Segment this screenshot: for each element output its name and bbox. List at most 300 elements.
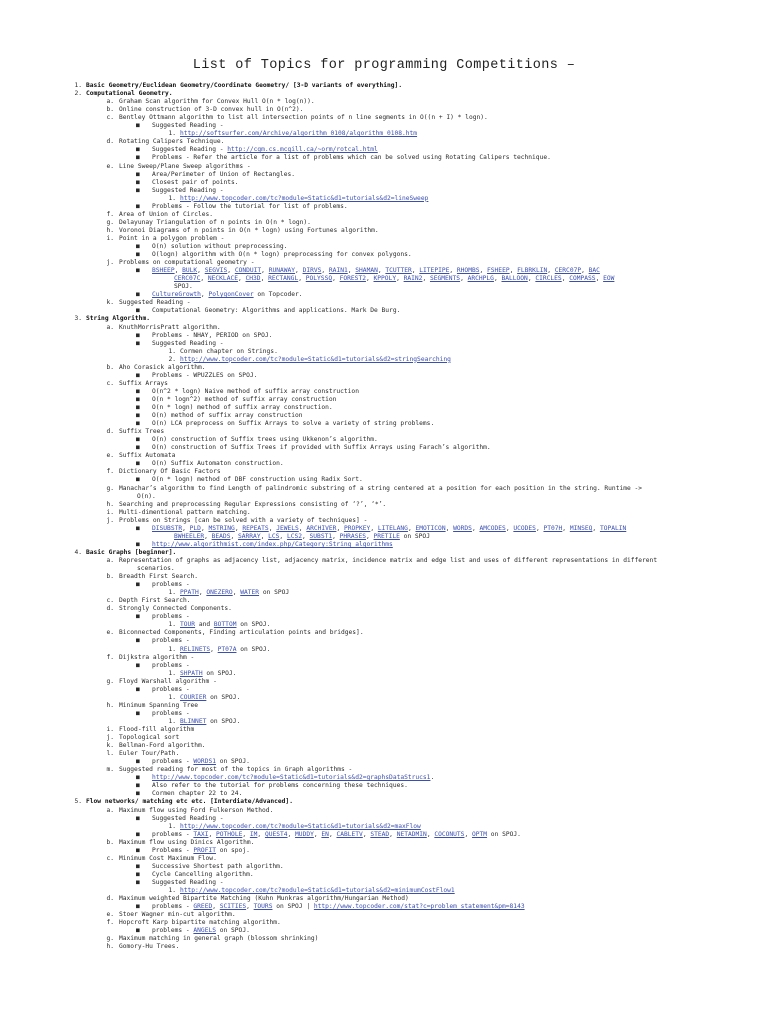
line-text: ,	[332, 275, 340, 283]
line-text: Strongly Connected Components.	[119, 605, 232, 613]
line-text: KnuthMorrisPratt algorithm.	[119, 323, 221, 331]
outline-line	[136, 525, 626, 533]
line-text: Also refer to the tutorial for problems concerning these techniques.	[152, 782, 408, 790]
line-text: Closest pair of points.	[152, 178, 239, 186]
list-marker: m.	[106, 766, 114, 774]
problem-link[interactable]: CERC07C	[174, 275, 201, 283]
problem-link[interactable]: PHRASES	[339, 532, 366, 540]
line-text: on Topcoder.	[253, 291, 303, 299]
line-text: Voronoi Diagrams of n points in O(n * logn) using Fortunes algorithm.	[119, 226, 379, 234]
line-text: Point in a polygon problem -	[119, 234, 225, 242]
outline-line	[100, 935, 318, 943]
problem-link[interactable]: WORDS	[453, 524, 472, 532]
outline-line	[136, 541, 393, 549]
outline-line	[100, 163, 251, 171]
problem-link[interactable]: CERC07P	[554, 267, 582, 275]
line-text: Online construction of 3-D convex hull in O(n^2).	[119, 106, 304, 114]
line-text: ,	[505, 524, 514, 532]
problem-link[interactable]: RUNAWAY	[268, 267, 296, 275]
list-marker: a.	[106, 323, 114, 331]
problem-link[interactable]: CABLETV	[336, 830, 363, 838]
list-marker: 2.	[168, 355, 176, 363]
line-text: Maximum weighted Bipartite Matching (Kuhn Munkras algorithm/Hungarian Method)	[119, 895, 409, 903]
line-text: ,	[298, 275, 306, 283]
line-text: ,	[246, 903, 254, 911]
line-text: Problems on Strings [can be solved with a variety of techniques] -	[119, 516, 368, 524]
outline-line	[136, 179, 239, 187]
outline-line	[100, 855, 217, 863]
problem-link[interactable]: SHAMAN	[355, 267, 378, 275]
problem-link[interactable]: http://www.topcoder.com/tc?module=Static&d1=tutorials&d2=maxFlow	[180, 822, 421, 830]
line-text: ,	[535, 524, 544, 532]
line-text: ,	[581, 267, 589, 275]
bullet-icon: ■	[136, 122, 140, 130]
line-text: ,	[260, 275, 269, 283]
outline-line	[136, 146, 378, 154]
problem-link[interactable]: FLBRKLIN	[517, 267, 548, 275]
line-text: Suffix Automata	[119, 452, 176, 460]
outline-line	[174, 533, 430, 541]
list-marker: f.	[106, 919, 114, 927]
line-text: ,	[493, 275, 502, 283]
problem-link[interactable]: BALLOON	[501, 275, 528, 283]
problem-link[interactable]: TOURS	[253, 903, 273, 911]
problem-link[interactable]: http://softsurfer.com/Archive/algorithm_0108/algorithm_0108.htm	[180, 130, 418, 138]
line-text: Area of Union of Circles.	[119, 210, 214, 218]
line-text: SPOJ.	[174, 283, 193, 291]
bullet-icon: ■	[136, 404, 140, 411]
line-text: on SPOJ |	[272, 903, 314, 911]
outline-line	[100, 654, 194, 662]
line-text: ,	[426, 830, 435, 838]
problem-link[interactable]: POTHOLE	[216, 830, 243, 838]
list-marker: h.	[106, 500, 114, 508]
line-text: O(n * logn) method of suffix array construction.	[152, 404, 333, 411]
line-text: Suggested Reading -	[119, 299, 191, 307]
bullet-icon: ■	[136, 790, 140, 798]
line-text: ,	[562, 524, 570, 532]
line-text: ,	[332, 532, 340, 540]
line-text: O(n^2 * logn) Naive method of suffix array construction	[152, 387, 359, 395]
line-text: Computational Geometry: Algorithms and applications. Mark De Burg.	[152, 307, 401, 315]
problem-link[interactable]: BSHEEP	[152, 267, 175, 275]
problem-link[interactable]: http://www.topcoder.com/tc?module=Static&d1=tutorials&d2=minimumCostFlow1	[180, 887, 455, 894]
line-text: O(n) LCA preprocess on Suffix Arrays to solve a variety of string problems.	[152, 420, 435, 428]
bullet-icon: ■	[136, 878, 140, 886]
outline-line	[100, 299, 191, 307]
bullet-icon: ■	[136, 774, 140, 782]
problem-link[interactable]: AMCODES	[479, 524, 506, 532]
line-text: Depth First Search.	[119, 597, 191, 605]
line-text: ,	[200, 524, 209, 532]
outline-line	[100, 259, 254, 267]
list-marker: c.	[106, 379, 114, 387]
outline-line	[100, 428, 164, 436]
line-text: .	[430, 774, 435, 782]
outline-line	[136, 782, 408, 790]
outline-line	[136, 758, 250, 766]
bullet-icon: ■	[136, 371, 140, 379]
outline-line	[100, 678, 217, 686]
list-marker: 1.	[168, 645, 176, 653]
outline-line	[174, 275, 614, 283]
list-marker: i.	[106, 234, 114, 242]
line-text: O(logn) algorithm with O(n * logn) preprocessing for convex polygons.	[152, 251, 412, 259]
problem-link[interactable]: http://cgm.cs.mcgill.ca/~orm/rotcal.html	[227, 146, 378, 154]
list-marker: j.	[106, 516, 114, 524]
outline-line	[68, 798, 293, 806]
list-marker: 5.	[74, 798, 82, 806]
problem-link[interactable]: DISUBSTR	[152, 524, 183, 532]
outline-line	[100, 380, 168, 388]
outline-line	[136, 291, 303, 299]
line-text: O(n) Suffix Automaton construction.	[152, 460, 284, 468]
list-marker: c.	[106, 854, 114, 862]
outline-line	[136, 903, 525, 911]
problem-link[interactable]: LCS2	[286, 532, 302, 540]
outline-line	[100, 211, 213, 219]
line-text: O(n) method of suffix array construction	[152, 412, 303, 420]
problem-link[interactable]: ARCHPLG	[467, 275, 494, 283]
problem-link[interactable]: COMPASS	[569, 275, 596, 283]
line-text: ,	[479, 267, 488, 275]
line-text: Stoer Wagner min-cut algorithm.	[119, 911, 236, 919]
problem-link[interactable]: SUBST1	[309, 532, 333, 540]
line-text: on SPOJ	[259, 589, 290, 597]
outline-line	[136, 879, 224, 887]
line-text: problems -	[152, 637, 190, 645]
outline-line	[100, 573, 198, 581]
section-heading: Flow networks/ matching etc etc. [Interdiate/Advanced].	[86, 798, 293, 806]
line-text: ,	[200, 291, 209, 299]
line-text: on SPOJ	[399, 532, 430, 540]
line-text: Successive Shortest path algorithm.	[152, 862, 284, 870]
line-text: ,	[460, 275, 468, 283]
outline-line	[100, 839, 254, 847]
problem-link[interactable]: RELINETS	[180, 645, 211, 653]
line-text: problems -	[152, 581, 190, 589]
problem-link[interactable]: COCONUTS	[434, 830, 465, 838]
problem-link[interactable]: KPPOLY	[373, 275, 397, 283]
outline-line	[136, 774, 434, 782]
outline-line	[100, 324, 221, 332]
outline-line	[162, 130, 417, 138]
line-text: ,	[268, 524, 277, 532]
bullet-icon: ■	[136, 444, 140, 452]
line-text: ,	[237, 275, 246, 283]
line-text: Searching and preprocessing Regular Expressions consisting of ‘?’, ‘*’.	[119, 500, 387, 508]
outline-line	[100, 98, 315, 106]
problem-link[interactable]: http://www.topcoder.com/tc?module=Static&d1=tutorials&d2=lineSweep	[180, 194, 429, 202]
line-text: problems -	[152, 613, 190, 621]
bullet-icon: ■	[136, 202, 140, 210]
outline-line	[162, 356, 451, 364]
outline-line	[162, 621, 270, 629]
line-text: ,	[210, 645, 218, 653]
line-text: ,	[321, 267, 329, 275]
problem-link[interactable]: http://www.algorithmist.com/index.php/Category:String_algorithms	[152, 540, 393, 548]
line-text: on SPOJ.	[215, 758, 250, 766]
line-text: ,	[561, 275, 570, 283]
problem-link[interactable]: JEWELS	[276, 524, 299, 532]
line-text: ,	[208, 830, 216, 838]
outline-line	[137, 493, 156, 501]
problem-link[interactable]: ONEZERO	[206, 589, 233, 597]
bullet-icon: ■	[136, 339, 140, 347]
list-marker: f.	[106, 468, 114, 476]
line-text: ,	[396, 275, 404, 283]
problem-link[interactable]: CultureGrowth	[152, 291, 201, 299]
line-text: Manachar’s algorithm to find Length of palindromic substring of a string centered at a position for each position in the string. Runtime ->	[119, 484, 643, 492]
outline-line	[136, 154, 551, 162]
line-text: ,	[445, 524, 454, 532]
list-marker: k.	[106, 299, 114, 307]
list-marker: c.	[106, 114, 114, 122]
line-text: on spoj.	[215, 846, 250, 854]
problem-link[interactable]: http://www.topcoder.com/tc?module=Static&d1=tutorials&d2=graphsDataStrucs1	[152, 774, 431, 782]
line-text: on SPOJ.	[206, 693, 241, 701]
problem-link[interactable]: CIRCLES	[535, 275, 562, 283]
outline-line	[136, 847, 250, 855]
problem-link[interactable]: EN	[321, 830, 329, 838]
problem-link[interactable]: PROPKEY	[343, 524, 371, 532]
outline-line	[174, 283, 193, 291]
problem-link[interactable]: STEAD	[370, 830, 390, 838]
problem-link[interactable]: BLINNET	[180, 717, 207, 725]
list-marker: 1.	[168, 669, 176, 677]
bullet-icon: ■	[136, 178, 140, 186]
problem-link[interactable]: LITEPIPE	[419, 267, 450, 275]
outline-line	[68, 549, 176, 557]
outline-line	[136, 340, 224, 348]
list-marker: 1.	[74, 82, 82, 89]
outline-line	[136, 251, 412, 259]
line-text: Aho Corasick algorithm.	[119, 363, 206, 371]
problem-link[interactable]: TAXI	[193, 830, 209, 838]
problem-link[interactable]: MINSEQ	[569, 524, 593, 532]
outline-line	[136, 404, 333, 412]
list-marker: e.	[106, 452, 114, 460]
line-text: Flood-fill algorithm	[119, 726, 195, 733]
bullet-icon: ■	[136, 661, 140, 669]
line-text: ,	[204, 532, 212, 540]
problem-link[interactable]: BAC	[588, 267, 600, 275]
line-text: ,	[260, 532, 269, 540]
bullet-icon: ■	[136, 412, 140, 420]
line-text: Problems on computational geometry -	[119, 259, 255, 267]
problem-link[interactable]: SHPATH	[180, 669, 203, 677]
outline-line	[136, 436, 378, 444]
problem-link[interactable]: DIRVS	[302, 267, 322, 275]
bullet-icon: ■	[136, 186, 140, 194]
problem-link[interactable]: SCITIES	[219, 903, 247, 911]
bullet-icon: ■	[136, 291, 140, 299]
problem-link[interactable]: POLYSSQ	[305, 275, 333, 283]
outline-line	[100, 557, 657, 565]
outline-line	[162, 195, 428, 203]
outline-line	[100, 517, 367, 525]
outline-line	[136, 871, 254, 879]
bullet-icon: ■	[136, 267, 140, 275]
problem-link[interactable]: PT07A	[217, 645, 237, 653]
problem-link[interactable]: SARRAY	[238, 532, 261, 540]
outline-line	[136, 420, 434, 428]
list-marker: 3.	[74, 315, 82, 323]
problem-link[interactable]: UCODES	[513, 524, 536, 532]
list-marker: a.	[106, 98, 114, 106]
section-heading: Basic Graphs [beginner].	[86, 548, 177, 556]
problem-link[interactable]: TCUTTER	[385, 267, 412, 275]
line-text: O(n) construction of Suffix trees using Ukkenon’s algorithm.	[152, 436, 378, 444]
outline-line	[100, 943, 179, 951]
line-text: on SPOJ.	[202, 669, 237, 677]
line-text: Breadth First Search.	[119, 573, 199, 581]
problem-link[interactable]: SEGMENTS	[429, 275, 461, 283]
problem-link[interactable]: RAIN1	[328, 267, 348, 275]
problem-link[interactable]: TOPALIN	[599, 524, 627, 532]
line-text: ,	[370, 524, 378, 532]
line-text: Cycle Cancelling algorithm.	[152, 870, 254, 878]
outline-line	[136, 710, 190, 718]
bullet-icon: ■	[136, 903, 140, 911]
line-text: ,	[313, 830, 322, 838]
outline-line	[136, 686, 190, 694]
problem-link[interactable]: BWHEELER	[174, 532, 205, 540]
problem-link[interactable]: GREED	[193, 903, 213, 911]
outline-line	[136, 388, 359, 396]
outline-line	[100, 501, 386, 509]
problem-link[interactable]: COURIER	[180, 693, 207, 701]
section-heading: Computational Geometry.	[86, 90, 173, 98]
problem-link[interactable]: FOREST2	[339, 275, 366, 283]
problem-link[interactable]: IM	[249, 830, 258, 838]
bullet-icon: ■	[136, 581, 140, 589]
line-text: Gomory-Hu Trees.	[119, 943, 180, 951]
list-marker: d.	[106, 895, 114, 903]
list-marker: j.	[106, 734, 114, 742]
bullet-icon: ■	[136, 685, 140, 693]
line-text: and	[195, 621, 214, 629]
problem-link[interactable]: CONDUIT	[234, 267, 262, 275]
problem-link[interactable]: NETADMIN	[396, 830, 427, 838]
line-text: ,	[527, 275, 536, 283]
problem-link[interactable]: EMOTICON	[415, 524, 446, 532]
outline-line	[136, 460, 284, 468]
outline-line	[100, 509, 251, 517]
problem-link[interactable]: REPEATS	[242, 524, 269, 532]
problem-link[interactable]: FSHEEP	[487, 267, 510, 275]
problem-link[interactable]: SEGVIS	[204, 267, 228, 275]
problem-link[interactable]: LCS	[268, 532, 280, 540]
list-marker: 1.	[168, 822, 176, 830]
problem-link[interactable]: BULK	[182, 267, 198, 275]
outline-line	[68, 82, 402, 90]
problem-link[interactable]: BEADS	[211, 532, 231, 540]
problem-link[interactable]: PRETILE	[373, 532, 400, 540]
line-text: ,	[242, 830, 250, 838]
problem-link[interactable]: QUEST4	[264, 830, 288, 838]
outline-line	[100, 227, 379, 235]
problem-link[interactable]: TOUR	[180, 621, 196, 629]
outline-line	[136, 863, 284, 871]
problem-link[interactable]: ANGELS	[193, 927, 216, 935]
outline-line	[100, 895, 409, 903]
outline-line	[137, 565, 175, 573]
problem-link[interactable]: CH3D	[245, 275, 261, 283]
problem-link[interactable]: RHOMBS	[456, 267, 480, 275]
outline-line	[100, 702, 198, 710]
line-text: Bentley Ottmann algorithm to list all intersection points of n line segments in O((n + I) * logn).	[119, 114, 488, 122]
bullet-icon: ■	[136, 613, 140, 621]
outline-line	[68, 315, 150, 323]
outline-line	[162, 887, 455, 895]
outline-line	[162, 646, 270, 654]
line-text: Suffix Trees	[119, 428, 165, 436]
outline-line	[162, 589, 289, 597]
problem-link[interactable]: PolygonCover	[208, 291, 254, 299]
section-heading: String Algorithm.	[86, 315, 150, 323]
problem-link[interactable]: NECKLACE	[207, 275, 238, 283]
line-text: O(n * logn^2) method of suffix array construction	[152, 395, 337, 403]
outline-line	[100, 750, 179, 758]
problem-link[interactable]: MUDDY	[295, 830, 314, 838]
bullet-icon: ■	[136, 436, 140, 444]
line-text: Biconnected Components, Finding articulation points and bridges].	[119, 629, 364, 637]
line-text: Cormen chapter 22 to 24.	[152, 790, 243, 798]
problem-link[interactable]: EOW	[603, 275, 615, 283]
problem-link[interactable]: PROFIT	[193, 846, 216, 854]
problem-link[interactable]: ARCHIVER	[306, 524, 337, 532]
list-marker: b.	[106, 573, 114, 581]
problem-link[interactable]: http://www.topcoder.com/stat?c=problem_statement&pm=8143	[313, 903, 525, 911]
list-marker: f.	[106, 653, 114, 661]
bullet-icon: ■	[136, 460, 140, 468]
problem-link[interactable]: MSTRING	[208, 524, 235, 532]
bullet-icon: ■	[136, 387, 140, 395]
problem-link[interactable]: PLD	[189, 524, 201, 532]
problem-link[interactable]: LITELANG	[377, 524, 408, 532]
list-marker: e.	[106, 629, 114, 637]
line-text: Minimum Spanning Tree	[119, 701, 199, 709]
problem-link[interactable]: RECTANGL	[268, 275, 299, 283]
list-marker: d.	[106, 605, 114, 613]
bullet-icon: ■	[136, 814, 140, 822]
problem-link[interactable]: BOTTOM	[213, 621, 237, 629]
problem-link[interactable]: PPATH	[180, 589, 199, 597]
outline-line	[136, 476, 363, 484]
line-text: Euler Tour/Path.	[119, 750, 180, 758]
problem-link[interactable]: WATER	[240, 589, 260, 597]
bullet-icon: ■	[136, 154, 140, 162]
line-text: ,	[302, 532, 310, 540]
problem-link[interactable]: http://www.topcoder.com/tc?module=Static&d1=tutorials&d2=stringSearching	[180, 355, 451, 363]
list-marker: f.	[106, 210, 114, 218]
bullet-icon: ■	[136, 846, 140, 854]
outline-line	[162, 718, 240, 726]
problem-link[interactable]: OPTM	[471, 830, 488, 838]
list-marker: 1.	[168, 347, 176, 355]
line-text: problems -	[152, 758, 194, 766]
line-text: ,	[328, 830, 337, 838]
problem-link[interactable]: WORDS1	[193, 758, 216, 766]
list-marker: g.	[106, 677, 114, 685]
list-marker: l.	[106, 750, 114, 758]
line-text: ,	[287, 830, 296, 838]
line-text: problems -	[152, 927, 194, 935]
problem-link[interactable]: PT07H	[543, 524, 563, 532]
line-text: ,	[377, 267, 386, 275]
problem-link[interactable]: RAIN2	[403, 275, 423, 283]
